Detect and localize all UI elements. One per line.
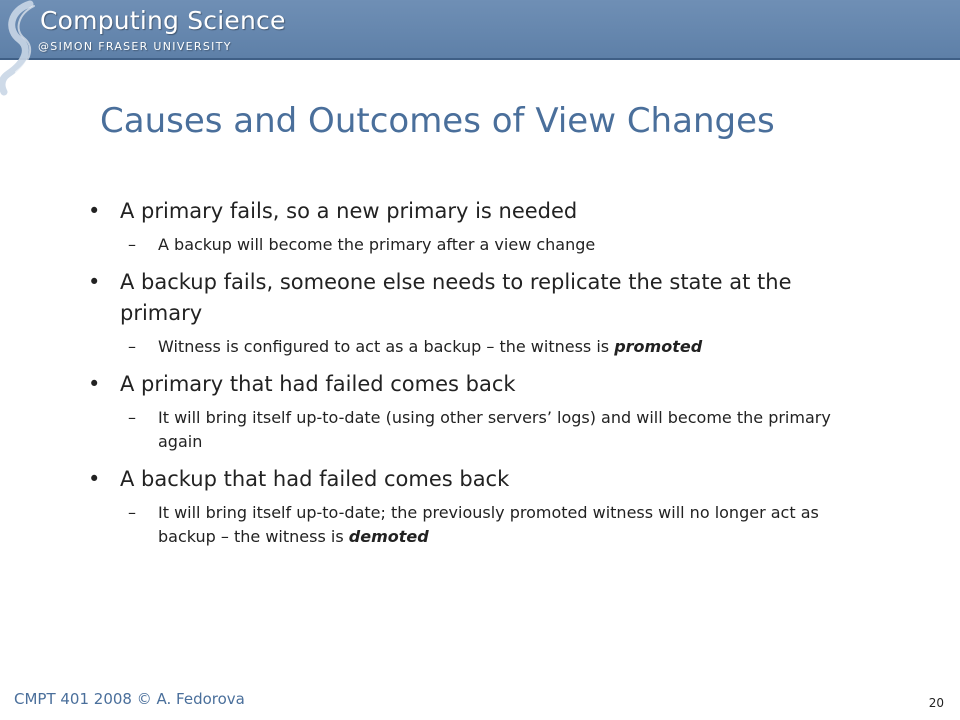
bullet-item bbox=[80, 464, 880, 495]
sub-bullet-item bbox=[80, 335, 880, 359]
bullet-item bbox=[80, 369, 880, 400]
sub-bullet-item bbox=[80, 406, 880, 454]
bullet-icon: • bbox=[88, 372, 101, 396]
bullet-text: A primary that had failed comes back bbox=[120, 372, 516, 396]
bullet-icon: • bbox=[88, 467, 101, 491]
dash-icon: – bbox=[128, 408, 136, 427]
dash-icon: – bbox=[128, 503, 136, 522]
brand-title: Computing Science bbox=[40, 6, 286, 35]
sub-bullet-text: A backup will become the primary after a view change bbox=[158, 235, 596, 254]
bullet-text: A primary fails, so a new primary is needed bbox=[120, 199, 578, 223]
bullet-list bbox=[80, 196, 880, 559]
sub-bullet-item bbox=[80, 233, 880, 257]
sub-bullet-text: It will bring itself up-to-date (using other servers’ logs) and will become the primary again bbox=[158, 408, 831, 451]
page-number: 20 bbox=[928, 696, 944, 710]
sub-bullet-item bbox=[80, 501, 880, 549]
bullet-text: A backup fails, someone else needs to replicate the state at the primary bbox=[120, 270, 792, 325]
sub-bullet-text: It will bring itself up-to-date; the previously promoted witness will no longer act as backup – the witness is bbox=[158, 503, 819, 546]
bullet-icon: • bbox=[88, 270, 101, 294]
bullet-item bbox=[80, 196, 880, 227]
footer-course: CMPT 401 2008 © A. Fedorova bbox=[14, 690, 245, 708]
sub-bullet-emphasis: promoted bbox=[614, 337, 703, 356]
sub-bullet-emphasis: demoted bbox=[348, 527, 429, 546]
dash-icon: – bbox=[128, 235, 136, 254]
bullet-item bbox=[80, 267, 880, 329]
bullet-text: A backup that had failed comes back bbox=[120, 467, 510, 491]
dash-icon: – bbox=[128, 337, 136, 356]
bullet-icon: • bbox=[88, 199, 101, 223]
brand-subtitle: @SIMON FRASER UNIVERSITY bbox=[38, 40, 232, 53]
slide-title: Causes and Outcomes of View Changes bbox=[100, 101, 775, 141]
sub-bullet-text: Witness is configured to act as a backup – the witness is bbox=[158, 337, 615, 356]
